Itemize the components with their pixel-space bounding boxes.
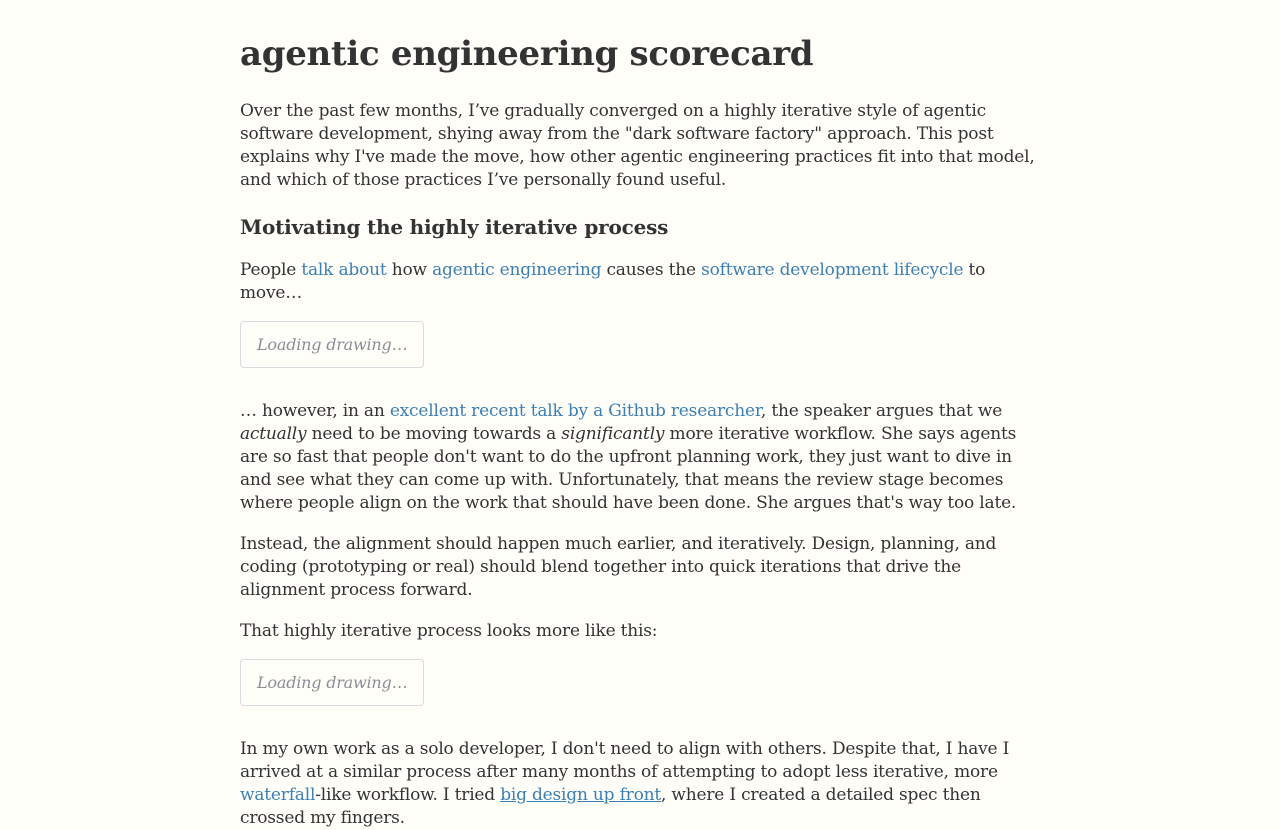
text-segment: how [386,260,433,280]
emphasis-significantly: significantly [561,424,665,444]
text-segment: People [240,260,302,280]
text-segment: more iterative workflow. She says agents are so fast that people don't want to do the upfront planning work, they just want to dive in and see what they can come up with. Unfortunately, that means the review stage becomes where people align on the work that should have been done. She argues that's way too late. [240,424,1017,513]
drawing-container [240,659,1040,706]
emphasis-actually: actually [240,424,307,444]
waterfall-link[interactable]: waterfall [240,785,316,805]
big-design-up-front-link[interactable]: big design up front [500,785,662,805]
text-segment: need to be moving towards a [306,424,562,444]
text-segment: , where I created a detailed spec then crossed my fingers. [240,785,981,828]
however-paragraph [240,400,1040,515]
own-work-paragraph [240,738,1040,830]
instead-paragraph: Instead, the alignment should happen much earlier, and iteratively. Design, planning, and coding (prototyping or real) should blend together into quick iterations that drive the alignment process forward. [240,534,997,600]
drawing-container [240,321,1040,368]
text-segment: causes the [601,260,702,280]
text-segment: In my own work as a solo developer, I don't need to align with others. Despite that, I have I arrived at a similar process after many months of attempting to adopt less iterative, more [240,739,1010,782]
iterative-process-paragraph: That highly iterative process looks more like this: [240,621,658,641]
page-title: agentic engineering scorecard [240,34,814,74]
github-talk-link[interactable]: excellent recent talk by a Github researcher [389,401,761,421]
people-paragraph [240,259,1040,305]
agentic-engineering-link[interactable]: agentic engineering [432,260,602,280]
text-segment: -like workflow. I tried [315,785,501,805]
talk-about-link[interactable]: talk about [301,260,387,280]
intro-paragraph: Over the past few months, I’ve gradually converged on a highly iterative style of agentic software development, shying away from the "dark software factory" approach. This post explains why I've made the move, how other agentic engineering practices fit into that model, and which of those practices I’ve personally found useful. [240,101,1035,190]
text-segment: to move… [240,260,986,303]
section-heading: Motivating the highly iterative process [240,215,669,239]
text-segment: … however, in an [240,401,390,421]
text-segment: , the speaker argues that we [760,401,1003,421]
loading-drawing-placeholder: Loading drawing… [240,659,424,706]
loading-drawing-placeholder: Loading drawing… [240,321,424,368]
article [240,0,1040,830]
sdlc-link[interactable]: software development lifecycle [701,260,964,280]
